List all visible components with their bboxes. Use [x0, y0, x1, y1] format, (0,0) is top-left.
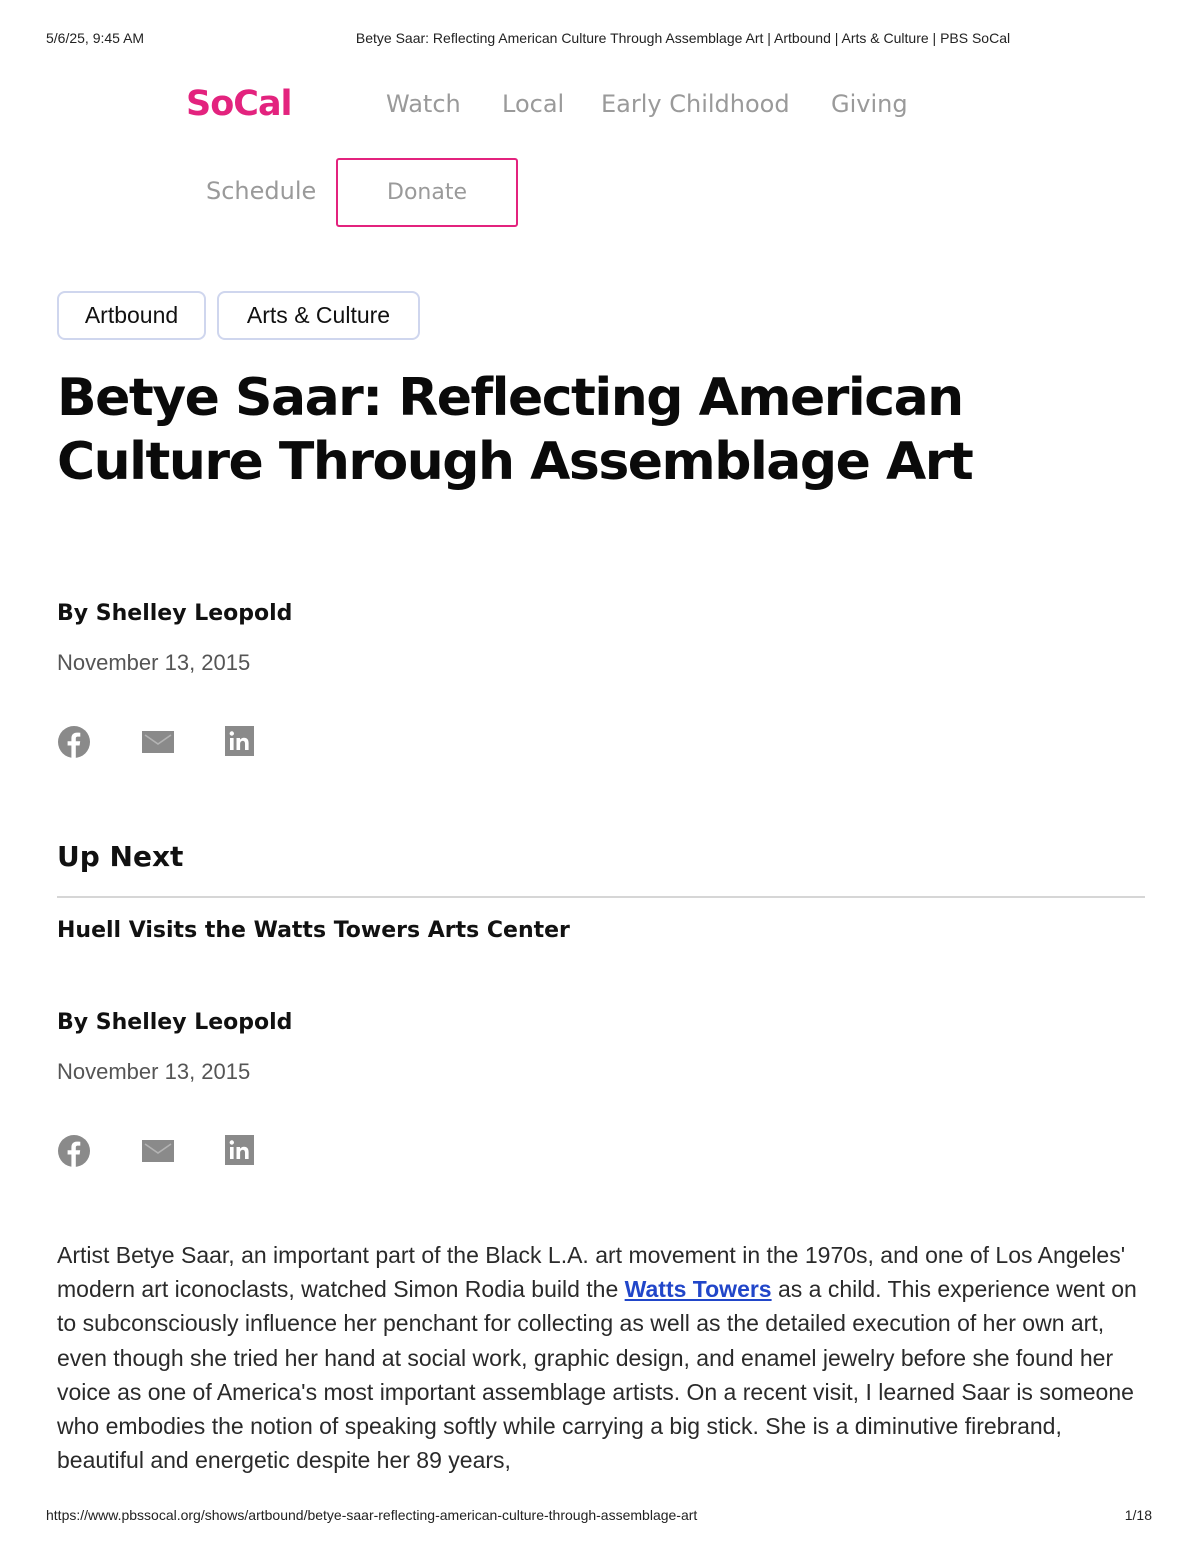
tag-artbound[interactable]: Artbound — [57, 291, 206, 340]
print-url: https://www.pbssocal.org/shows/artbound/betye-saar-reflecting-american-culture-through-assemblage-art — [46, 1507, 698, 1523]
nav-watch[interactable]: Watch — [386, 90, 461, 118]
article-byline: By Shelley Leopold — [57, 601, 293, 626]
tag-arts-culture[interactable]: Arts & Culture — [217, 291, 420, 340]
print-footer — [0, 1507, 1200, 1527]
up-next-title[interactable]: Huell Visits the Watts Towers Arts Center — [57, 918, 570, 943]
body-text-part-1: Artist Betye Saar, an important part of the Black L.A. art movement in the 1970s, and one of Los Angeles' modern art iconoclasts, watched Simon Rodia build the — [57, 1242, 1126, 1303]
print-page-title: Betye Saar: Reflecting American Culture Through Assemblage Art | Artbound | Arts & Culture | PBS SoCal — [355, 30, 1011, 46]
share-bar-2 — [58, 1135, 258, 1169]
print-datetime: 5/6/25, 9:45 AM — [46, 30, 145, 46]
up-next-date: November 13, 2015 — [57, 1059, 251, 1084]
socal-logo[interactable]: SoCal — [186, 84, 292, 124]
linkedin-icon[interactable] — [225, 726, 254, 756]
watts-towers-link[interactable]: Watts Towers — [624, 1276, 772, 1303]
nav-giving[interactable]: Giving — [831, 90, 908, 118]
email-icon[interactable] — [142, 1140, 174, 1162]
divider — [57, 896, 1145, 898]
facebook-icon[interactable] — [58, 726, 90, 758]
article-body — [57, 1238, 1147, 1477]
article-title: Betye Saar: Reflecting American Culture Through Assemblage Art — [57, 368, 973, 492]
nav-schedule[interactable]: Schedule — [206, 177, 317, 205]
print-page-number: 1/18 — [1124, 1507, 1152, 1523]
article-date: November 13, 2015 — [57, 650, 251, 675]
share-bar — [58, 726, 258, 760]
up-next-heading: Up Next — [57, 840, 184, 873]
up-next-byline: By Shelley Leopold — [57, 1010, 293, 1035]
nav-local[interactable]: Local — [502, 90, 565, 118]
body-text-part-2: as a child. This experience went on to subconsciously influence her penchant for collecting as well as the detailed execution of her own art, even though she tried her hand at social work, graphic design, and enamel jewelry before she found her voice as one of America's most important assemblage artists. On a recent visit, I learned Saar is someone who embodies the notion of speaking softly while carrying a big stick. She is a diminutive firebrand, beautiful and energetic despite her 89 years, — [57, 1276, 1137, 1474]
linkedin-icon[interactable] — [225, 1135, 254, 1165]
print-header — [0, 30, 1200, 50]
nav-early-childhood[interactable]: Early Childhood — [601, 90, 790, 118]
email-icon[interactable] — [142, 731, 174, 753]
facebook-icon[interactable] — [58, 1135, 90, 1167]
donate-button[interactable]: Donate — [336, 158, 518, 227]
